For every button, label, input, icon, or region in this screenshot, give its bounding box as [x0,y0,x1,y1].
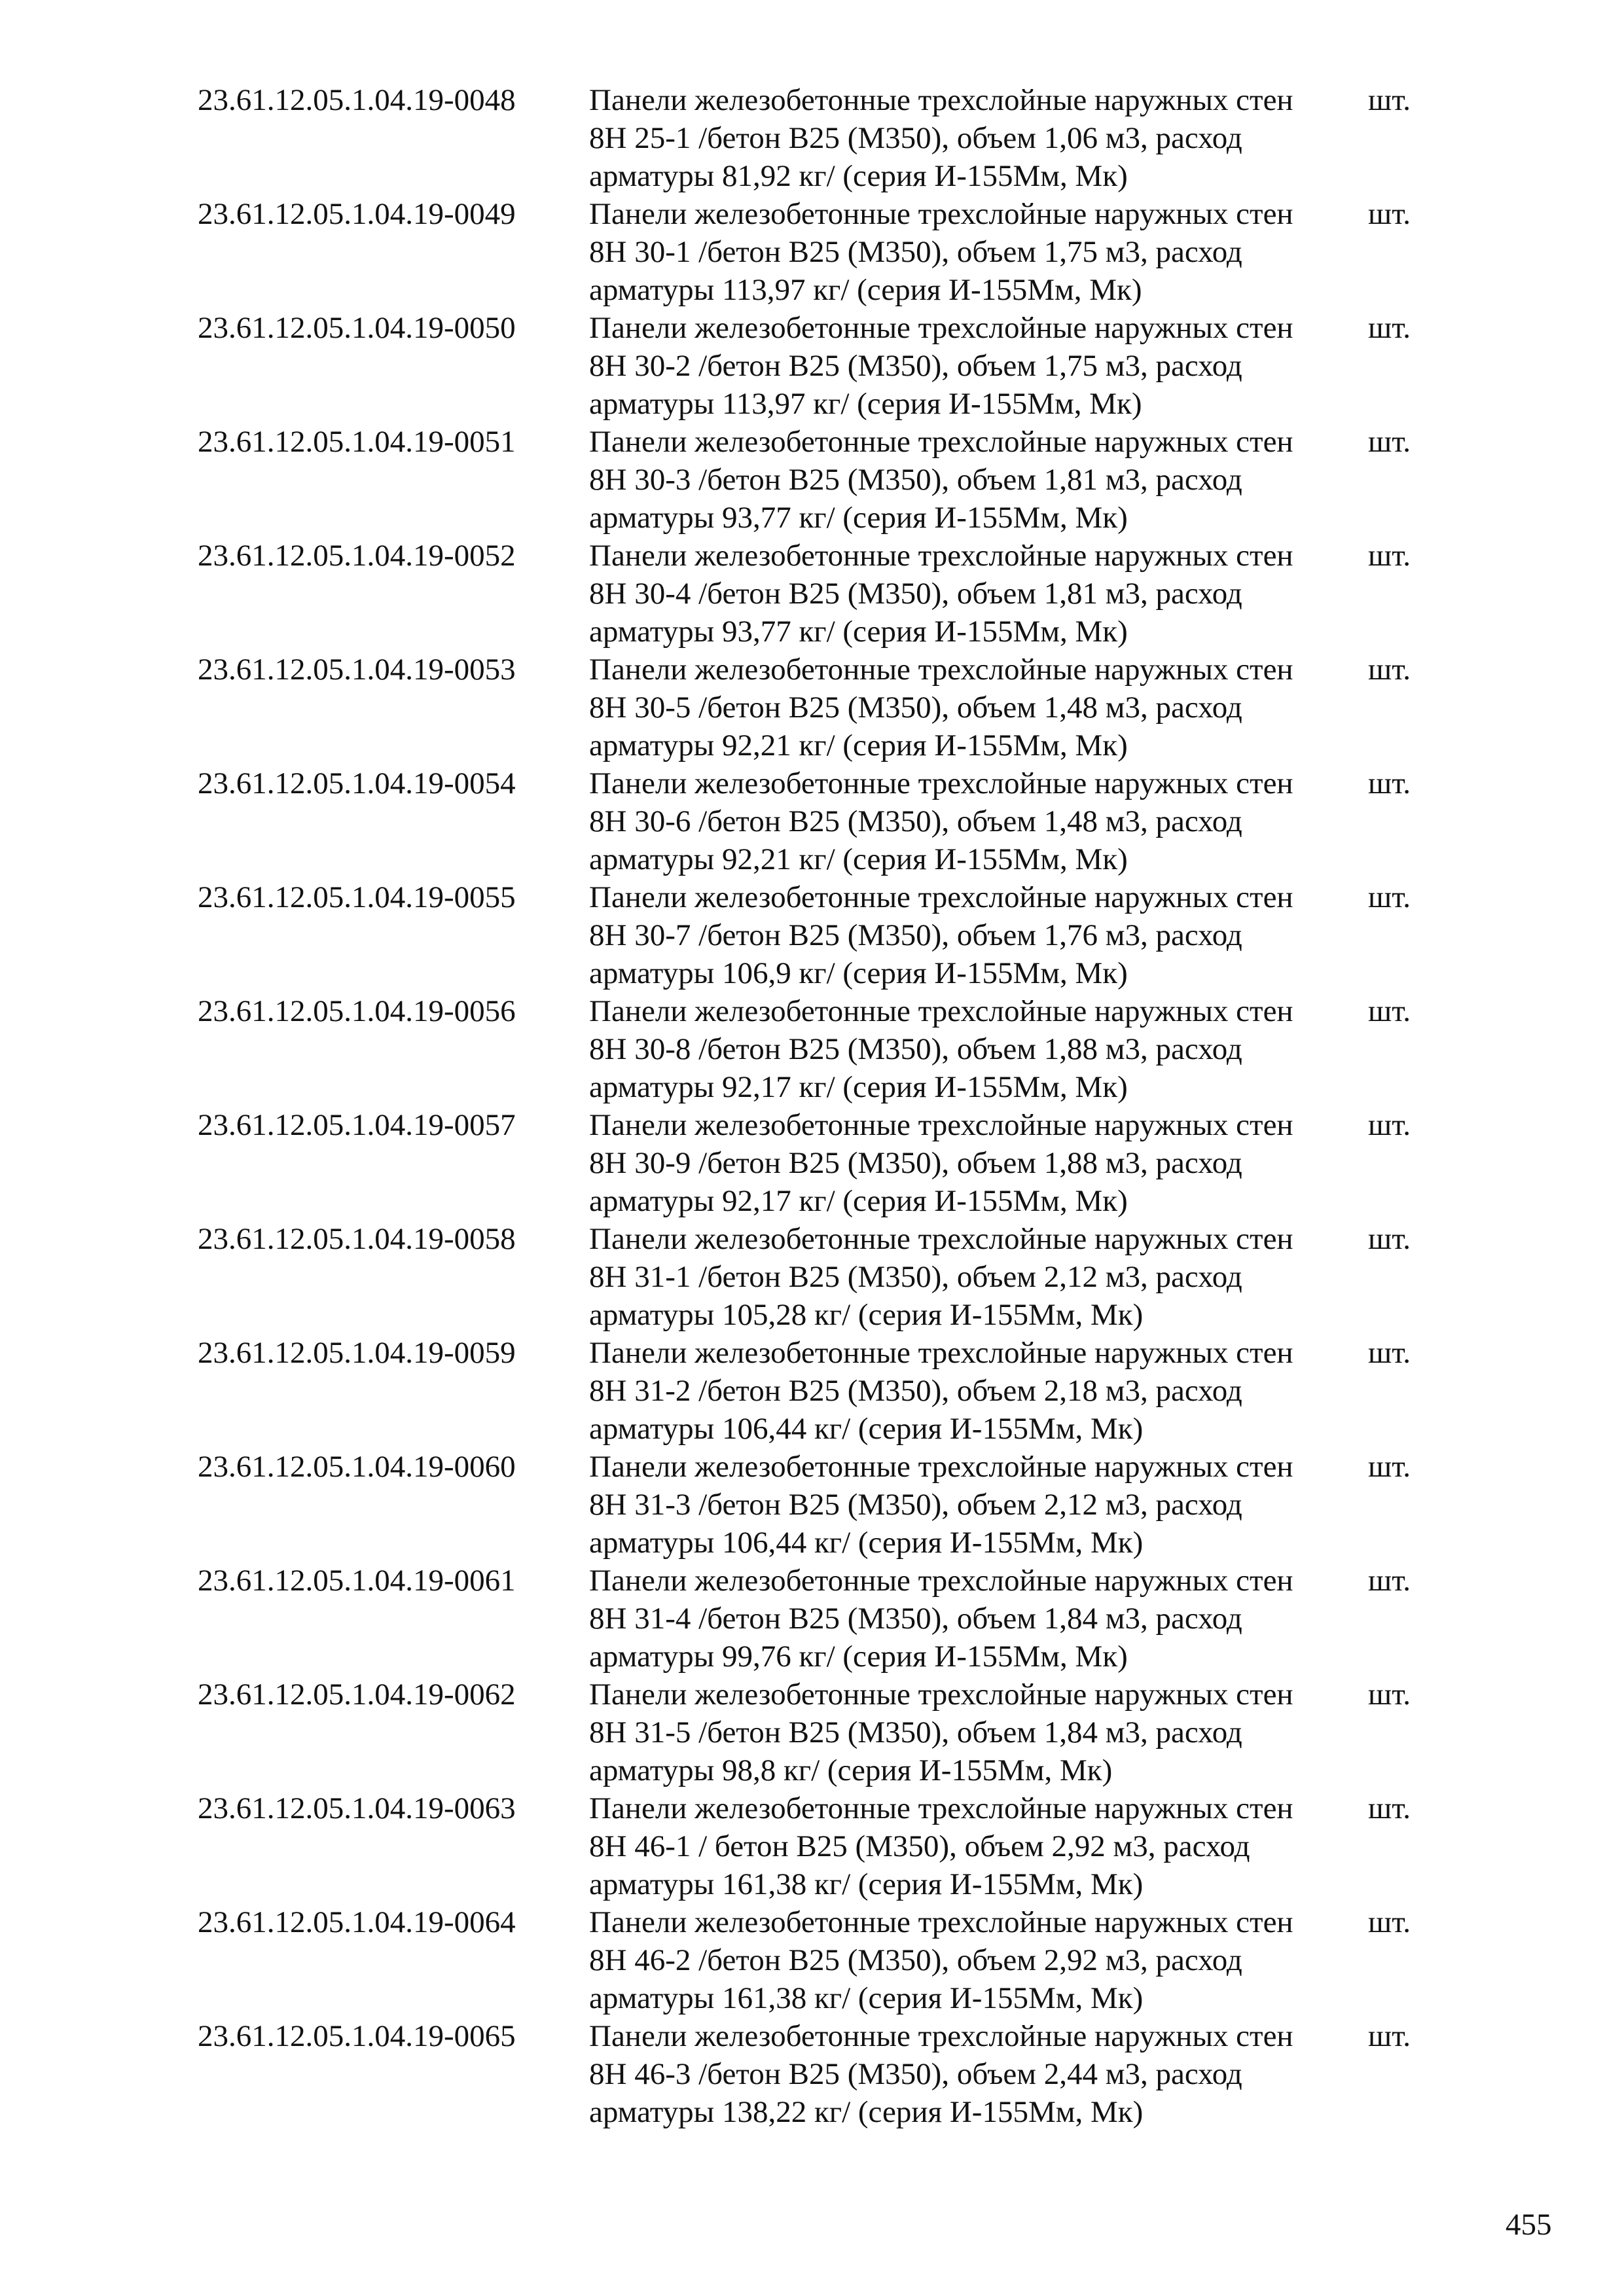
catalog-entry [0,81,1624,195]
description-line: Панели железобетонные трехслойные наружных стен [589,2019,1293,2053]
entry-unit: шт. [1368,1450,1411,1484]
description-line: арматуры 106,44 кг/ (серия И-155Мм, Мк) [589,1526,1144,1560]
description-line: 8Н 46-2 /бетон В25 (М350), объем 2,92 м3, расход [589,1943,1242,1977]
description-line: 8Н 31-3 /бетон В25 (М350), объем 2,12 м3, расход [589,1488,1242,1522]
entry-unit: шт. [1368,311,1411,345]
entry-code: 23.61.12.05.1.04.19-0064 [198,1905,516,1939]
catalog-entry [0,764,1624,878]
entry-description [589,1789,1342,1903]
entry-description [589,81,1342,195]
description-line: Панели железобетонные трехслойные наружных стен [589,766,1293,800]
description-line: 8Н 30-7 /бетон В25 (М350), объем 1,76 м3, расход [589,918,1242,952]
entry-code: 23.61.12.05.1.04.19-0060 [198,1450,516,1484]
description-line: арматуры 106,9 кг/ (серия И-155Мм, Мк) [589,956,1128,990]
entry-description [589,2017,1342,2131]
entry-description [589,423,1342,537]
description-line: арматуры 113,97 кг/ (серия И-155Мм, Мк) [589,273,1142,307]
description-line: Панели железобетонные трехслойные наружных стен [589,1905,1293,1939]
description-line: Панели железобетонные трехслойные наружных стен [589,653,1293,687]
catalog-entry [0,1448,1624,1562]
description-line: арматуры 81,92 кг/ (серия И-155Мм, Мк) [589,159,1128,193]
description-line: Панели железобетонные трехслойные наружных стен [589,880,1293,914]
description-line: Панели железобетонные трехслойные наружных стен [589,1564,1293,1598]
description-line: арматуры 92,17 кг/ (серия И-155Мм, Мк) [589,1184,1128,1218]
description-line: арматуры 92,21 кг/ (серия И-155Мм, Мк) [589,842,1128,876]
description-line: 8Н 31-5 /бетон В25 (М350), объем 1,84 м3, расход [589,1715,1242,1749]
description-line: Панели железобетонные трехслойные наружных стен [589,1450,1293,1484]
entry-unit: шт. [1368,425,1411,459]
entry-code: 23.61.12.05.1.04.19-0053 [198,653,516,687]
description-line: Панели железобетонные трехслойные наружных стен [589,539,1293,573]
entry-description [589,309,1342,423]
description-line: 8Н 30-6 /бетон В25 (М350), объем 1,48 м3, расход [589,804,1242,838]
entry-code: 23.61.12.05.1.04.19-0058 [198,1222,516,1256]
description-line: арматуры 106,44 кг/ (серия И-155Мм, Мк) [589,1412,1144,1446]
entry-unit: шт. [1368,994,1411,1028]
description-line: 8Н 30-2 /бетон В25 (М350), объем 1,75 м3, расход [589,349,1242,383]
description-line: арматуры 92,17 кг/ (серия И-155Мм, Мк) [589,1070,1128,1104]
entry-description [589,1220,1342,1334]
entry-code: 23.61.12.05.1.04.19-0051 [198,425,516,459]
entry-unit: шт. [1368,1905,1411,1939]
entry-description [589,878,1342,992]
catalog-entry [0,1562,1624,1676]
catalog-entry [0,992,1624,1106]
entry-code: 23.61.12.05.1.04.19-0061 [198,1564,516,1598]
entry-code: 23.61.12.05.1.04.19-0062 [198,1677,516,1712]
catalog-entry [0,1903,1624,2017]
entry-description [589,1562,1342,1676]
entry-unit: шт. [1368,197,1411,231]
description-line: Панели железобетонные трехслойные наружных стен [589,994,1293,1028]
description-line: 8Н 46-1 / бетон В25 (М350), объем 2,92 м3, расход [589,1829,1250,1863]
catalog-entry [0,1789,1624,1903]
catalog-entry [0,537,1624,651]
catalog-entry [0,423,1624,537]
description-line: арматуры 161,38 кг/ (серия И-155Мм, Мк) [589,1867,1144,1901]
description-line: арматуры 138,22 кг/ (серия И-155Мм, Мк) [589,2095,1144,2129]
description-line: 8Н 30-8 /бетон В25 (М350), объем 1,88 м3, расход [589,1032,1242,1066]
entry-description [589,1106,1342,1220]
catalog-entry [0,651,1624,764]
entry-description [589,1448,1342,1562]
description-line: Панели железобетонные трехслойные наружных стен [589,1677,1293,1712]
entry-unit: шт. [1368,2019,1411,2053]
description-line: арматуры 161,38 кг/ (серия И-155Мм, Мк) [589,1981,1144,2015]
entry-code: 23.61.12.05.1.04.19-0050 [198,311,516,345]
description-line: 8Н 31-1 /бетон В25 (М350), объем 2,12 м3, расход [589,1260,1242,1294]
entry-unit: шт. [1368,653,1411,687]
description-line: арматуры 99,76 кг/ (серия И-155Мм, Мк) [589,1640,1128,1674]
catalog-entry [0,309,1624,423]
description-line: Панели железобетонные трехслойные наружных стен [589,1222,1293,1256]
entry-description [589,1334,1342,1448]
description-line: Панели железобетонные трехслойные наружных стен [589,197,1293,231]
description-line: 8Н 31-2 /бетон В25 (М350), объем 2,18 м3, расход [589,1374,1242,1408]
entry-unit: шт. [1368,766,1411,800]
description-line: 8Н 30-9 /бетон В25 (М350), объем 1,88 м3, расход [589,1146,1242,1180]
entry-description [589,195,1342,309]
entry-description [589,1676,1342,1789]
entry-code: 23.61.12.05.1.04.19-0056 [198,994,516,1028]
entry-code: 23.61.12.05.1.04.19-0059 [198,1336,516,1370]
description-line: 8Н 30-5 /бетон В25 (М350), объем 1,48 м3, расход [589,691,1242,725]
entry-code: 23.61.12.05.1.04.19-0054 [198,766,516,800]
catalog-entry [0,1220,1624,1334]
description-line: арматуры 98,8 кг/ (серия И-155Мм, Мк) [589,1753,1113,1787]
entry-code: 23.61.12.05.1.04.19-0063 [198,1791,516,1825]
catalog-entry [0,1106,1624,1220]
entry-unit: шт. [1368,539,1411,573]
entry-description [589,1903,1342,2017]
catalog-entry [0,1676,1624,1789]
entry-code: 23.61.12.05.1.04.19-0055 [198,880,516,914]
entry-code: 23.61.12.05.1.04.19-0057 [198,1108,516,1142]
entry-unit: шт. [1368,1564,1411,1598]
entry-unit: шт. [1368,1791,1411,1825]
entry-code: 23.61.12.05.1.04.19-0049 [198,197,516,231]
description-line: арматуры 105,28 кг/ (серия И-155Мм, Мк) [589,1298,1144,1332]
description-line: Панели железобетонные трехслойные наружных стен [589,1336,1293,1370]
description-line: Панели железобетонные трехслойные наружных стен [589,1791,1293,1825]
entry-code: 23.61.12.05.1.04.19-0065 [198,2019,516,2053]
entry-unit: шт. [1368,1677,1411,1712]
catalog-entry [0,1334,1624,1448]
page-number: 455 [1506,2208,1552,2242]
entry-unit: шт. [1368,1336,1411,1370]
entry-unit: шт. [1368,880,1411,914]
description-line: 8Н 46-3 /бетон В25 (М350), объем 2,44 м3, расход [589,2057,1242,2091]
description-line: арматуры 93,77 кг/ (серия И-155Мм, Мк) [589,615,1128,649]
description-line: 8Н 30-3 /бетон В25 (М350), объем 1,81 м3, расход [589,463,1242,497]
description-line: Панели железобетонные трехслойные наружных стен [589,1108,1293,1142]
description-line: Панели железобетонные трехслойные наружных стен [589,311,1293,345]
description-line: арматуры 93,77 кг/ (серия И-155Мм, Мк) [589,501,1128,535]
description-line: 8Н 30-4 /бетон В25 (М350), объем 1,81 м3, расход [589,577,1242,611]
catalog-entry [0,195,1624,309]
entry-unit: шт. [1368,1108,1411,1142]
description-line: 8Н 25-1 /бетон В25 (М350), объем 1,06 м3, расход [589,121,1242,155]
entry-code: 23.61.12.05.1.04.19-0048 [198,83,516,117]
entry-description [589,537,1342,651]
entry-unit: шт. [1368,83,1411,117]
description-line: Панели железобетонные трехслойные наружных стен [589,83,1293,117]
entry-description [589,651,1342,764]
description-line: арматуры 113,97 кг/ (серия И-155Мм, Мк) [589,387,1142,421]
entry-description [589,992,1342,1106]
description-line: Панели железобетонные трехслойные наружных стен [589,425,1293,459]
entry-unit: шт. [1368,1222,1411,1256]
entry-description [589,764,1342,878]
catalog-entry [0,878,1624,992]
catalog-entry [0,2017,1624,2131]
description-line: арматуры 92,21 кг/ (серия И-155Мм, Мк) [589,728,1128,762]
entry-code: 23.61.12.05.1.04.19-0052 [198,539,516,573]
description-line: 8Н 30-1 /бетон В25 (М350), объем 1,75 м3, расход [589,235,1242,269]
description-line: 8Н 31-4 /бетон В25 (М350), объем 1,84 м3, расход [589,1602,1242,1636]
